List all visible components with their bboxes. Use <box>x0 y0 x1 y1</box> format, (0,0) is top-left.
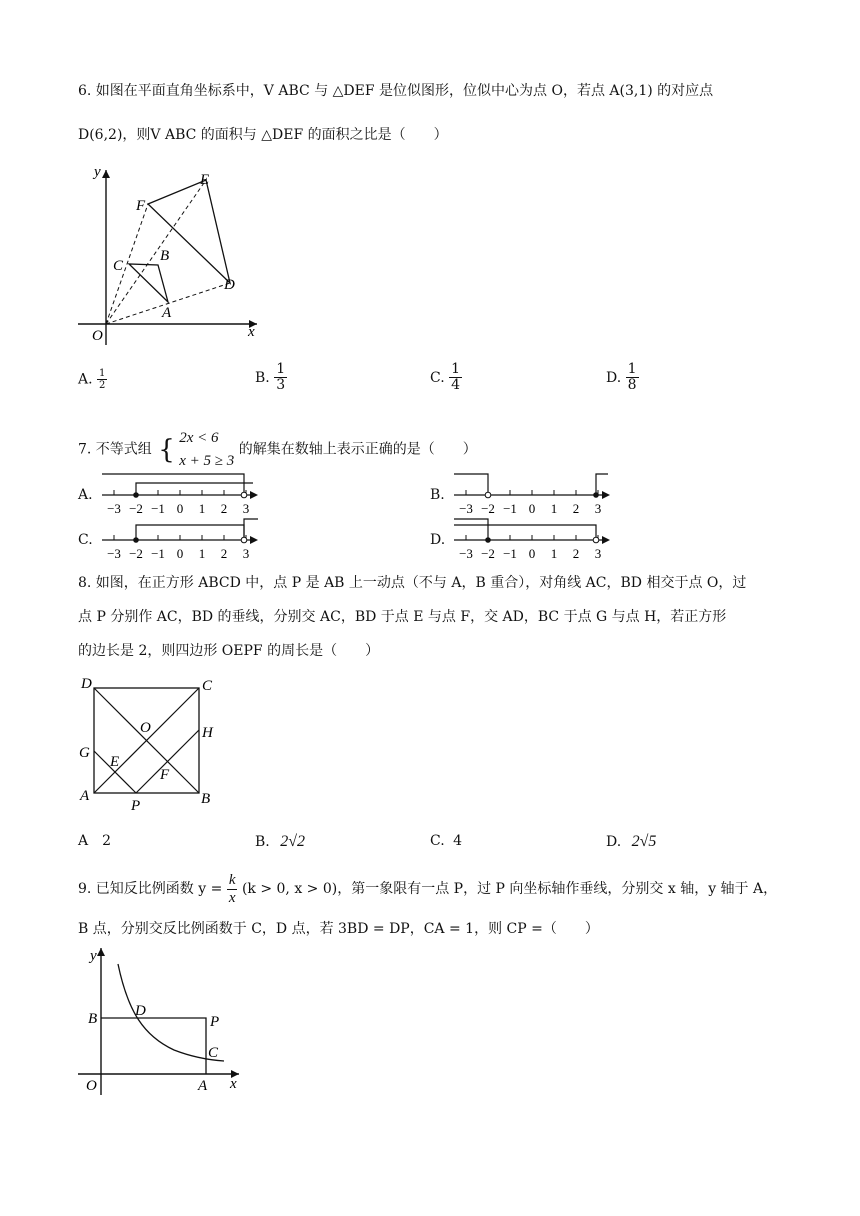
svg-text:−2: −2 <box>129 501 143 516</box>
q9-label-O: O <box>86 1078 97 1094</box>
svg-text:3: 3 <box>594 501 602 516</box>
svg-text:−1: −1 <box>503 501 517 516</box>
q6-option-d[interactable]: D. $\frac{1}{8}$ <box>606 361 637 394</box>
q8-figure <box>74 668 224 818</box>
svg-text:−3: −3 <box>107 501 121 516</box>
svg-text:1: 1 <box>198 546 206 561</box>
q7-option-d-numberline <box>450 513 615 563</box>
q9-label-B: B <box>88 1011 98 1027</box>
q7-option-b-letter[interactable]: B. <box>430 487 445 503</box>
q8-line3: 的边长是 2，则四边形 OEPF 的周长是（ ） <box>78 643 380 659</box>
q6-label-B: B <box>160 248 170 264</box>
q8-label-P: P <box>131 798 141 814</box>
q6-line2: D(6,2)，则V ABC 的面积与 △DEF 的面积之比是（ ） <box>78 127 448 143</box>
svg-text:1: 1 <box>550 546 558 561</box>
q9-label-A: A <box>198 1078 208 1094</box>
q8-line1: 8. 如图，在正方形 ABCD 中，点 P 是 AB 上一动点（不与 A，B 重合），对角线 AC，BD 相交于点 O，过 <box>78 575 747 591</box>
q6-label-A: A <box>162 305 172 321</box>
q6-label-D: D <box>224 277 235 293</box>
svg-text:2: 2 <box>572 501 580 516</box>
q8-label-B: B <box>201 791 211 807</box>
q7-option-c-letter[interactable]: C. <box>78 532 93 548</box>
q6-figure <box>72 160 272 345</box>
svg-text:−2: −2 <box>481 501 495 516</box>
q9-line1: 9. 已知反比例函数 y = $\frac{k}{x}$ (k > 0, x > 0)，第一象限有一点 P，过 P 向坐标轴作垂线，分别交 x 轴，y 轴于 A， <box>78 872 778 906</box>
q9-label-P: P <box>210 1014 220 1030</box>
q8-label-D: D <box>81 676 92 692</box>
q8-option-a[interactable]: A 2 <box>78 833 112 849</box>
svg-text:−3: −3 <box>459 546 473 561</box>
q9-label-C: C <box>208 1045 219 1061</box>
q7-option-c-numberline <box>98 513 263 563</box>
q8-line2: 点 P 分别作 AC，BD 的垂线，分别交 AC，BD 于点 E 与点 F，交 AD，BC 于点 G 与点 H，若正方形 <box>78 609 727 625</box>
q6-label-F: F <box>136 198 146 214</box>
q7-option-b-numberline <box>450 468 615 518</box>
svg-text:0: 0 <box>176 501 184 516</box>
q8-option-b[interactable]: B. 2√2 <box>255 833 305 850</box>
svg-text:1: 1 <box>550 501 558 516</box>
q8-label-H: H <box>202 725 213 741</box>
svg-text:0: 0 <box>176 546 184 561</box>
svg-text:−1: −1 <box>151 501 165 516</box>
q7-ineq1: 2x < 6 <box>179 430 219 446</box>
q7-option-a-letter[interactable]: A. <box>78 487 93 503</box>
svg-text:−1: −1 <box>151 546 165 561</box>
q8-option-d[interactable]: D. 2√5 <box>606 833 657 850</box>
q8-option-c[interactable]: C. 4 <box>430 833 463 849</box>
q9-label-D: D <box>135 1003 146 1019</box>
svg-text:−2: −2 <box>129 546 143 561</box>
svg-text:0: 0 <box>528 546 536 561</box>
q7-line: 7. 不等式组 { 2x < 6 x + 5 ≥ 3 的解集在数轴上表示正确的是（ ） <box>78 427 477 472</box>
svg-text:1: 1 <box>198 501 206 516</box>
svg-text:3: 3 <box>242 501 250 516</box>
q9-label-x: x <box>230 1076 237 1092</box>
q8-label-E: E <box>110 754 120 770</box>
q7-option-a-numberline <box>98 468 263 518</box>
q6-label-y: y <box>94 164 101 180</box>
svg-text:−3: −3 <box>459 501 473 516</box>
svg-text:2: 2 <box>220 546 228 561</box>
svg-text:−3: −3 <box>107 546 121 561</box>
q6-line1: 6. 如图在平面直角坐标系中，V ABC 与 △DEF 是位似图形，位似中心为点 O，若点 A(3,1) 的对应点 <box>78 83 714 99</box>
svg-text:−2: −2 <box>481 546 495 561</box>
svg-text:−1: −1 <box>503 546 517 561</box>
q7-ineq2: x + 5 ≥ 3 <box>179 452 235 469</box>
q8-label-C: C <box>202 678 213 694</box>
svg-text:2: 2 <box>572 546 580 561</box>
svg-text:3: 3 <box>594 546 602 561</box>
q6-label-x: x <box>248 324 255 340</box>
q6-option-b[interactable]: B. $\frac{1}{3}$ <box>255 361 286 394</box>
q9-line2: B 点，分别交反比例函数于 C，D 点，若 3BD = DP，CA = 1，则 CP =（ ） <box>78 921 599 937</box>
q9-label-y: y <box>90 948 97 964</box>
q6-option-c[interactable]: C. $\frac{1}{4}$ <box>430 361 461 394</box>
q6-label-O: O <box>92 328 103 344</box>
q6-option-a[interactable]: A. $\frac{1}{2}$ <box>78 368 106 391</box>
svg-text:2: 2 <box>220 501 228 516</box>
q7-option-d-letter[interactable]: D. <box>430 532 446 548</box>
q8-label-O: O <box>140 720 151 736</box>
q9-figure <box>74 940 254 1100</box>
q6-label-E: E <box>200 172 210 188</box>
svg-text:3: 3 <box>242 546 250 561</box>
q8-label-A: A <box>80 788 90 804</box>
svg-text:0: 0 <box>528 501 536 516</box>
q6-label-C: C <box>113 258 124 274</box>
q8-label-F: F <box>160 767 170 783</box>
q8-label-G: G <box>79 745 90 761</box>
